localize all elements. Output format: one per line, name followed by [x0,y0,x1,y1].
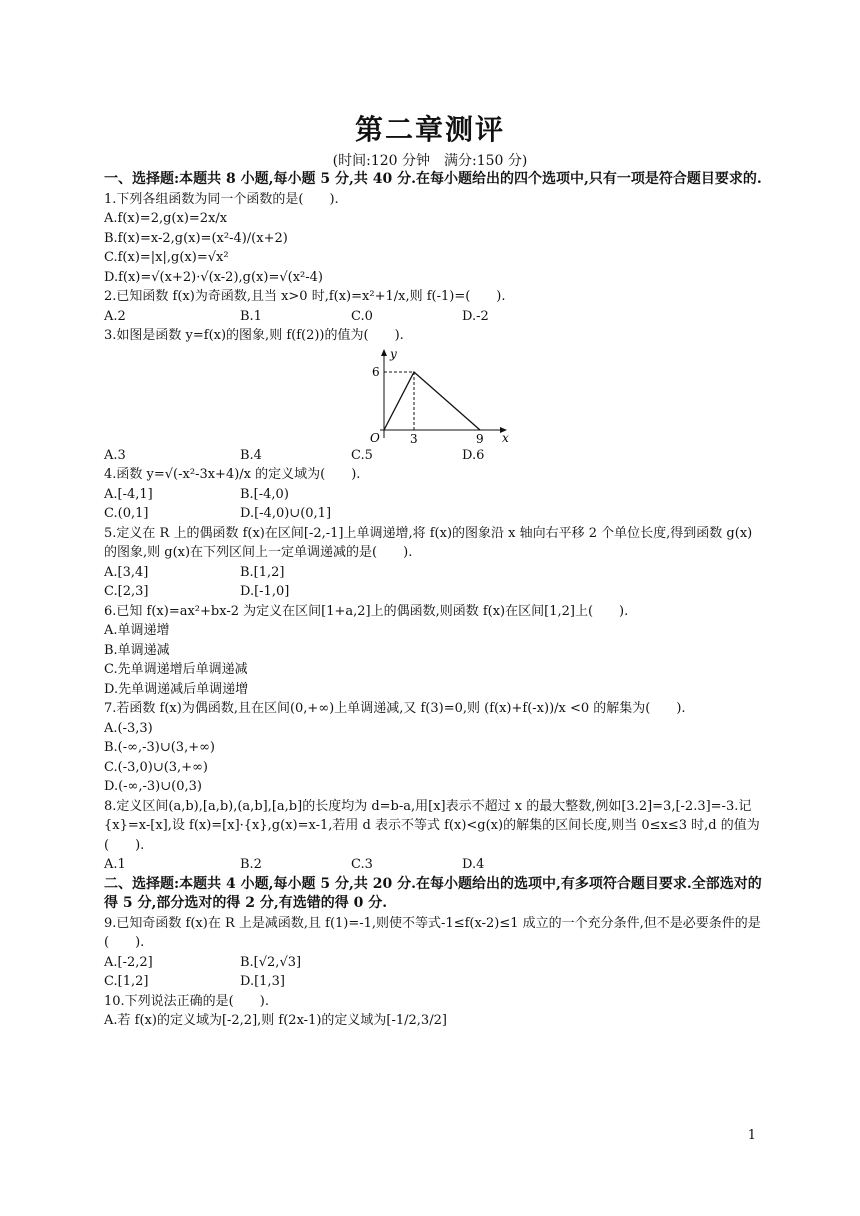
q9-option-a: A.[-2,2] [104,954,153,970]
q1-option-d: D.f(x)=√(x+2)·√(x-2),g(x)=√(x²-4) [104,269,323,285]
q10-option-a: A.若 f(x)的定义域为[-2,2],则 f(2x-1)的定义域为[-1/2,3/2] [104,1013,447,1028]
q4-options-row1 [104,485,764,505]
q9-stem: 9.已知奇函数 f(x)在 R 上是减函数,且 f(1)=-1,则使不等式-1≤f(x-2)≤1 成立的一个充分条件,但不是必要条件的是( ). [104,915,761,950]
q9-option-d: D.[1,3] [240,974,285,989]
q5-options-row2 [104,582,764,602]
q1-option-c: C.f(x)=|x|,g(x)=√x² [104,250,229,265]
q6-stem: 6.已知 f(x)=ax²+bx-2 为定义在区间[1+a,2]上的偶函数,则函数 f(x)在区间[1,2]上( ). [104,603,629,619]
q1-option-b: B.f(x)=x-2,g(x)=(x²-4)/(x+2) [104,230,288,246]
y-axis-label: y [390,347,397,361]
q2-option-c: C.0 [351,308,373,324]
q8-option-d: D.4 [462,857,485,872]
exam-info: (时间:120 分钟 满分:150 分) [332,153,528,169]
q3-option-a: A.3 [104,447,126,463]
section-one-heading: 一、选择题:本题共 8 小题,每小题 5 分,共 40 分.在每小题给出的四个选项中,只有一项是符合题目要求的. [104,171,762,187]
q6-option-d: D.先单调递减后单调递增 [104,681,249,697]
y-axis-arrow [381,349,387,356]
q4-option-b: B.[-4,0) [240,486,289,502]
question-list [104,170,764,1031]
q5-options-row1 [104,563,764,583]
q8-option-b: B.2 [240,857,262,872]
q4-option-c: C.(0,1] [104,506,149,521]
q7-option-a: A.(-3,3) [104,720,153,736]
q7-stem: 7.若函数 f(x)为偶函数,且在区间(0,+∞)上单调递减,又 f(3)=0,则 (f(x)+f(-x))/x <0 的解集为( ). [104,701,686,716]
q5-option-c: C.[2,3] [104,584,149,599]
q3-stem: 3.如图是函数 y=f(x)的图象,则 f(f(2))的值为( ). [104,328,404,343]
page-title: 第二章测评 [354,113,505,146]
q3-function-graph [104,348,764,446]
q2-options [104,307,764,327]
x-tick-label-3: 3 [410,431,418,446]
q4-stem: 4.函数 y=√(-x²-3x+4)/x 的定义域为( ). [104,467,361,482]
x-tick-label-9: 9 [476,431,484,446]
q6-option-a: A.单调递增 [104,623,170,638]
q3-option-c: C.5 [351,447,373,463]
q9-option-c: C.[1,2] [104,974,149,989]
q7-option-d: D.(-∞,-3)∪(0,3) [104,779,202,794]
q4-options-row2 [104,504,764,524]
function-curve [384,372,480,430]
q9-options-row2 [104,972,764,992]
q5-option-b: B.[1,2] [240,564,285,580]
q9-options-row1 [104,953,764,973]
y-tick-label: 6 [372,364,380,379]
q6-option-c: C.先单调递增后单调递减 [104,662,248,677]
q2-option-b: B.1 [240,308,262,324]
q7-option-c: C.(-3,0)∪(3,+∞) [104,759,208,775]
q2-stem: 2.已知函数 f(x)为奇函数,且当 x>0 时,f(x)=x²+1/x,则 f(-1)=( ). [104,289,506,304]
q5-stem: 5.定义在 R 上的偶函数 f(x)在区间[-2,-1]上单调递增,将 f(x)的图象沿 x 轴向右平移 2 个单位长度,得到函数 g(x)的图象,则 g(x)在下列区间上一定单调递减的是( ). [104,525,753,560]
q8-options [104,855,764,875]
q6-option-b: B.单调递减 [104,642,170,658]
q5-option-d: D.[-1,0] [240,584,290,599]
q3-options [104,446,764,466]
q7-option-b: B.(-∞,-3)∪(3,+∞) [104,740,216,755]
q1-stem: 1.下列各组函数为同一个函数的是( ). [104,191,339,207]
q4-option-d: D.[-4,0)∪(0,1] [240,506,332,521]
q8-option-c: C.3 [351,857,373,872]
q5-option-a: A.[3,4] [104,564,149,580]
function-graph-svg [360,348,510,446]
q1-option-a: A.f(x)=2,g(x)=2x/x [104,211,228,226]
section-two-heading: 二、选择题:本题共 4 小题,每小题 5 分,共 20 分.在每小题给出的选项中,有多项符合题目要求.全部选对的得 5 分,部分选对的得 2 分,有选错的得 0 分. [104,875,762,911]
page-number: 1 [747,1128,756,1143]
q2-option-d: D.-2 [462,308,489,324]
q10-stem: 10.下列说法正确的是( ). [104,993,269,1009]
q8-stem: 8.定义区间(a,b),[a,b),(a,b],[a,b]的长度均为 d=b-a,用[x]表示不超过 x 的最大整数,例如[3.2]=3,[-2.3]=-3.记{x}=x-[x],设 f(x)=[x]·{x},g(x)=x-1,若用 d 表示不等式 f(x)<g(x)的解集的区间长度,则当 0≤x≤3 时,d 的值为( ). [104,798,760,853]
q2-option-a: A.2 [104,308,126,324]
q3-option-d: D.6 [462,447,485,463]
origin-label: O [370,430,380,445]
q4-option-a: A.[-4,1] [104,486,153,502]
x-axis-label: x [502,430,509,445]
q9-option-b: B.[√2,√3] [240,954,302,970]
q3-option-b: B.4 [240,447,262,463]
q8-option-a: A.1 [104,857,126,872]
